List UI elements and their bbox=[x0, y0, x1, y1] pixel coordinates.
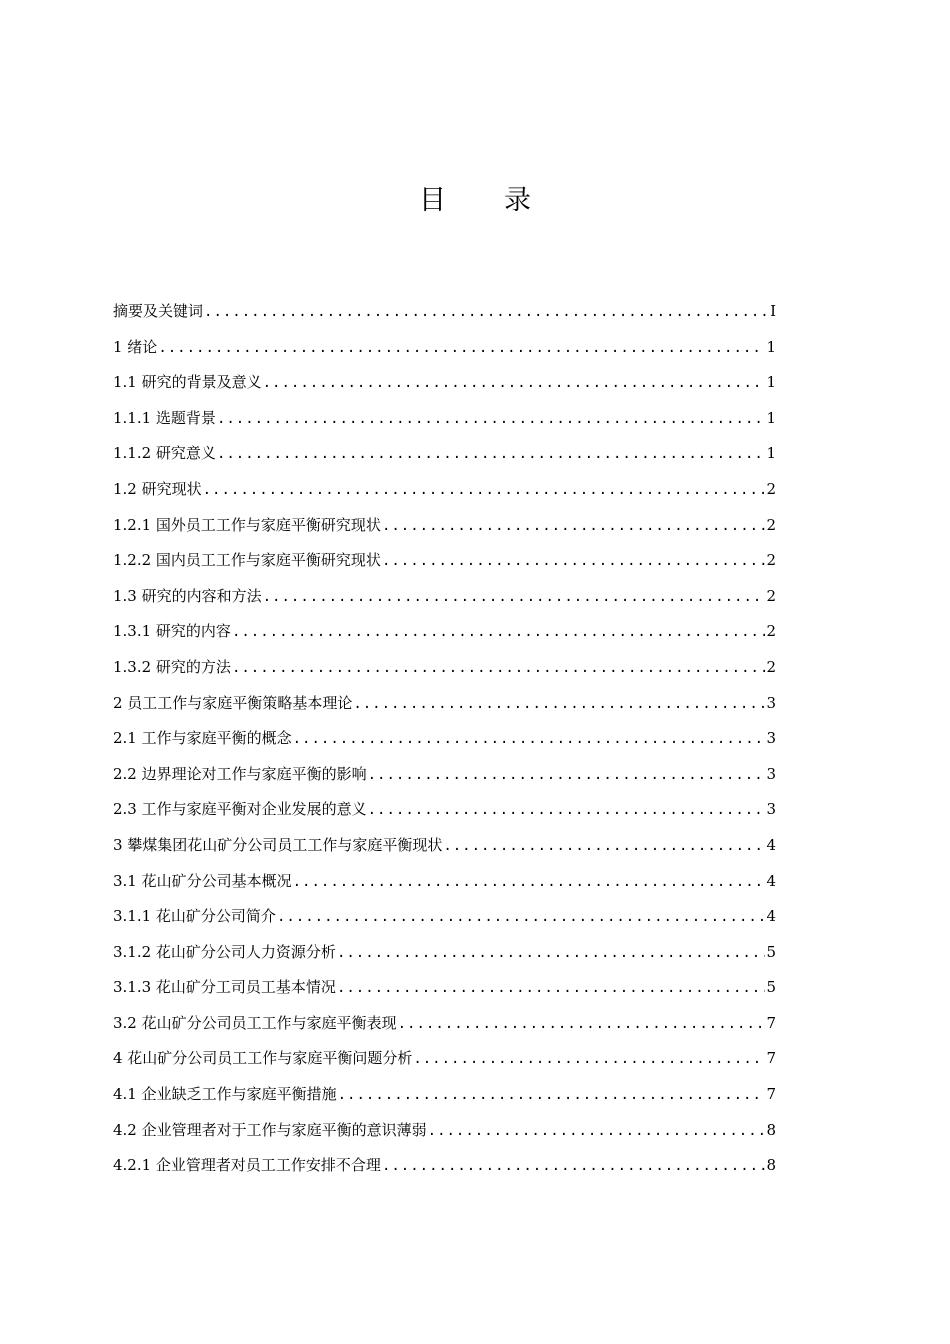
toc-entry-text: 1 绪论 bbox=[113, 337, 158, 356]
toc-entry-page: 7 bbox=[766, 1013, 776, 1032]
toc-entry-text: 1.1.1 选题背景 bbox=[113, 408, 216, 427]
toc-entry-page: 3 bbox=[766, 800, 776, 819]
toc-entry-text: 4.2 企业管理者对于工作与家庭平衡的意识薄弱 bbox=[113, 1120, 427, 1139]
toc-entry[interactable] bbox=[113, 614, 776, 650]
toc-entry[interactable] bbox=[113, 472, 776, 508]
toc-entry-page: 2 bbox=[766, 551, 776, 570]
toc-entry-text: 4 花山矿分公司员工工作与家庭平衡问题分析 bbox=[113, 1049, 413, 1068]
toc-leader-dots bbox=[428, 1114, 766, 1150]
toc-entry[interactable] bbox=[113, 757, 776, 793]
toc-entry-page: 1 bbox=[766, 444, 776, 463]
toc-entry-page: 3 bbox=[766, 729, 776, 748]
toc-entry-page: I bbox=[770, 302, 776, 320]
toc-entry-text: 2.1 工作与家庭平衡的概念 bbox=[113, 729, 292, 748]
toc-entry-page: 5 bbox=[766, 942, 776, 961]
toc-entry-text: 2.3 工作与家庭平衡对企业发展的意义 bbox=[113, 800, 367, 819]
toc-leader-dots bbox=[382, 1149, 766, 1185]
toc-entry-text: 3.1.2 花山矿分公司人力资源分析 bbox=[113, 942, 336, 961]
toc-list bbox=[113, 294, 776, 1184]
toc-entry-page: 1 bbox=[766, 337, 776, 356]
toc-entry[interactable] bbox=[113, 970, 776, 1006]
toc-entry-text: 2.2 边界理论对工作与家庭平衡的影响 bbox=[113, 764, 367, 783]
toc-leader-dots bbox=[232, 651, 766, 687]
toc-leader-dots bbox=[158, 331, 765, 367]
toc-entry-page: 1 bbox=[766, 408, 776, 427]
toc-entry-page: 4 bbox=[766, 907, 776, 926]
toc-entry-text: 3.1.1 花山矿分公司简介 bbox=[113, 907, 276, 926]
toc-leader-dots bbox=[368, 758, 766, 794]
toc-leader-dots bbox=[368, 793, 766, 829]
toc-leader-dots bbox=[293, 865, 766, 901]
toc-entry[interactable] bbox=[113, 721, 776, 757]
toc-entry-text: 3.1 花山矿分公司基本概况 bbox=[113, 871, 292, 890]
toc-leader-dots bbox=[337, 936, 766, 972]
toc-entry-page: 4 bbox=[766, 835, 776, 854]
toc-entry[interactable] bbox=[113, 330, 776, 366]
toc-leader-dots bbox=[277, 900, 766, 936]
toc-entry[interactable] bbox=[113, 1041, 776, 1077]
toc-entry[interactable] bbox=[113, 899, 776, 935]
toc-entry-text: 1.2 研究现状 bbox=[113, 479, 202, 498]
toc-entry-text: 3 攀煤集团花山矿分公司员工工作与家庭平衡现状 bbox=[113, 835, 443, 854]
toc-entry-text: 1.1 研究的背景及意义 bbox=[113, 373, 262, 392]
toc-entry-page: 8 bbox=[766, 1120, 776, 1139]
toc-entry-page: 2 bbox=[766, 479, 776, 498]
toc-entry-text: 1.3.2 研究的方法 bbox=[113, 657, 231, 676]
toc-entry-text: 1.2.1 国外员工工作与家庭平衡研究现状 bbox=[113, 515, 381, 534]
toc-entry-page: 8 bbox=[766, 1156, 776, 1175]
toc-entry-page: 7 bbox=[766, 1049, 776, 1068]
toc-entry-text: 1.2.2 国内员工工作与家庭平衡研究现状 bbox=[113, 551, 381, 570]
toc-entry[interactable] bbox=[113, 543, 776, 579]
toc-leader-dots bbox=[232, 615, 766, 651]
toc-entry-page: 2 bbox=[766, 657, 776, 676]
toc-leader-dots bbox=[217, 402, 766, 438]
toc-entry-text: 4.2.1 企业管理者对员工工作安排不合理 bbox=[113, 1156, 381, 1175]
toc-entry[interactable] bbox=[113, 650, 776, 686]
toc-entry-page: 2 bbox=[766, 515, 776, 534]
toc-entry[interactable] bbox=[113, 686, 776, 722]
toc-leader-dots bbox=[353, 687, 765, 723]
toc-entry-page: 3 bbox=[766, 764, 776, 783]
toc-leader-dots bbox=[338, 1078, 766, 1114]
toc-leader-dots bbox=[382, 509, 766, 545]
toc-entry[interactable] bbox=[113, 579, 776, 615]
toc-entry-text: 1.1.2 研究意义 bbox=[113, 444, 216, 463]
toc-leader-dots bbox=[263, 580, 766, 616]
toc-entry[interactable] bbox=[113, 1113, 776, 1149]
toc-entry-text: 1.3 研究的内容和方法 bbox=[113, 586, 262, 605]
toc-entry[interactable] bbox=[113, 294, 776, 330]
toc-entry[interactable] bbox=[113, 365, 776, 401]
toc-entry-page: 2 bbox=[766, 622, 776, 641]
toc-leader-dots bbox=[382, 544, 766, 580]
toc-entry-text: 3.2 花山矿分公司员工工作与家庭平衡表现 bbox=[113, 1013, 397, 1032]
toc-entry[interactable] bbox=[113, 1148, 776, 1184]
toc-entry-text: 1.3.1 研究的内容 bbox=[113, 622, 231, 641]
toc-entry-page: 5 bbox=[766, 978, 776, 997]
toc-entry-page: 1 bbox=[766, 373, 776, 392]
toc-entry-text: 摘要及关键词 bbox=[113, 302, 204, 320]
toc-entry-page: 4 bbox=[766, 871, 776, 890]
page-title: 目录 bbox=[419, 185, 589, 216]
toc-leader-dots bbox=[203, 473, 766, 509]
toc-leader-dots bbox=[398, 1007, 766, 1043]
toc-entry[interactable] bbox=[113, 508, 776, 544]
toc-leader-dots bbox=[337, 971, 766, 1007]
toc-leader-dots bbox=[204, 295, 767, 331]
toc-entry[interactable] bbox=[113, 935, 776, 971]
toc-entry-page: 7 bbox=[766, 1085, 776, 1104]
toc-entry-text: 2 员工工作与家庭平衡策略基本理论 bbox=[113, 693, 353, 712]
toc-entry[interactable] bbox=[113, 864, 776, 900]
toc-entry-page: 2 bbox=[766, 586, 776, 605]
toc-leader-dots bbox=[217, 437, 766, 473]
toc-entry[interactable] bbox=[113, 792, 776, 828]
toc-leader-dots bbox=[293, 722, 766, 758]
toc-entry-text: 4.1 企业缺乏工作与家庭平衡措施 bbox=[113, 1085, 337, 1104]
toc-entry[interactable] bbox=[113, 436, 776, 472]
toc-entry[interactable] bbox=[113, 401, 776, 437]
toc-entry-text: 3.1.3 花山矿分工司员工基本情况 bbox=[113, 978, 336, 997]
toc-entry[interactable] bbox=[113, 1077, 776, 1113]
toc-leader-dots bbox=[413, 1042, 765, 1078]
toc-entry[interactable] bbox=[113, 828, 776, 864]
toc-leader-dots bbox=[443, 829, 765, 865]
toc-entry[interactable] bbox=[113, 1006, 776, 1042]
toc-leader-dots bbox=[263, 366, 766, 402]
toc-entry-page: 3 bbox=[766, 693, 776, 712]
